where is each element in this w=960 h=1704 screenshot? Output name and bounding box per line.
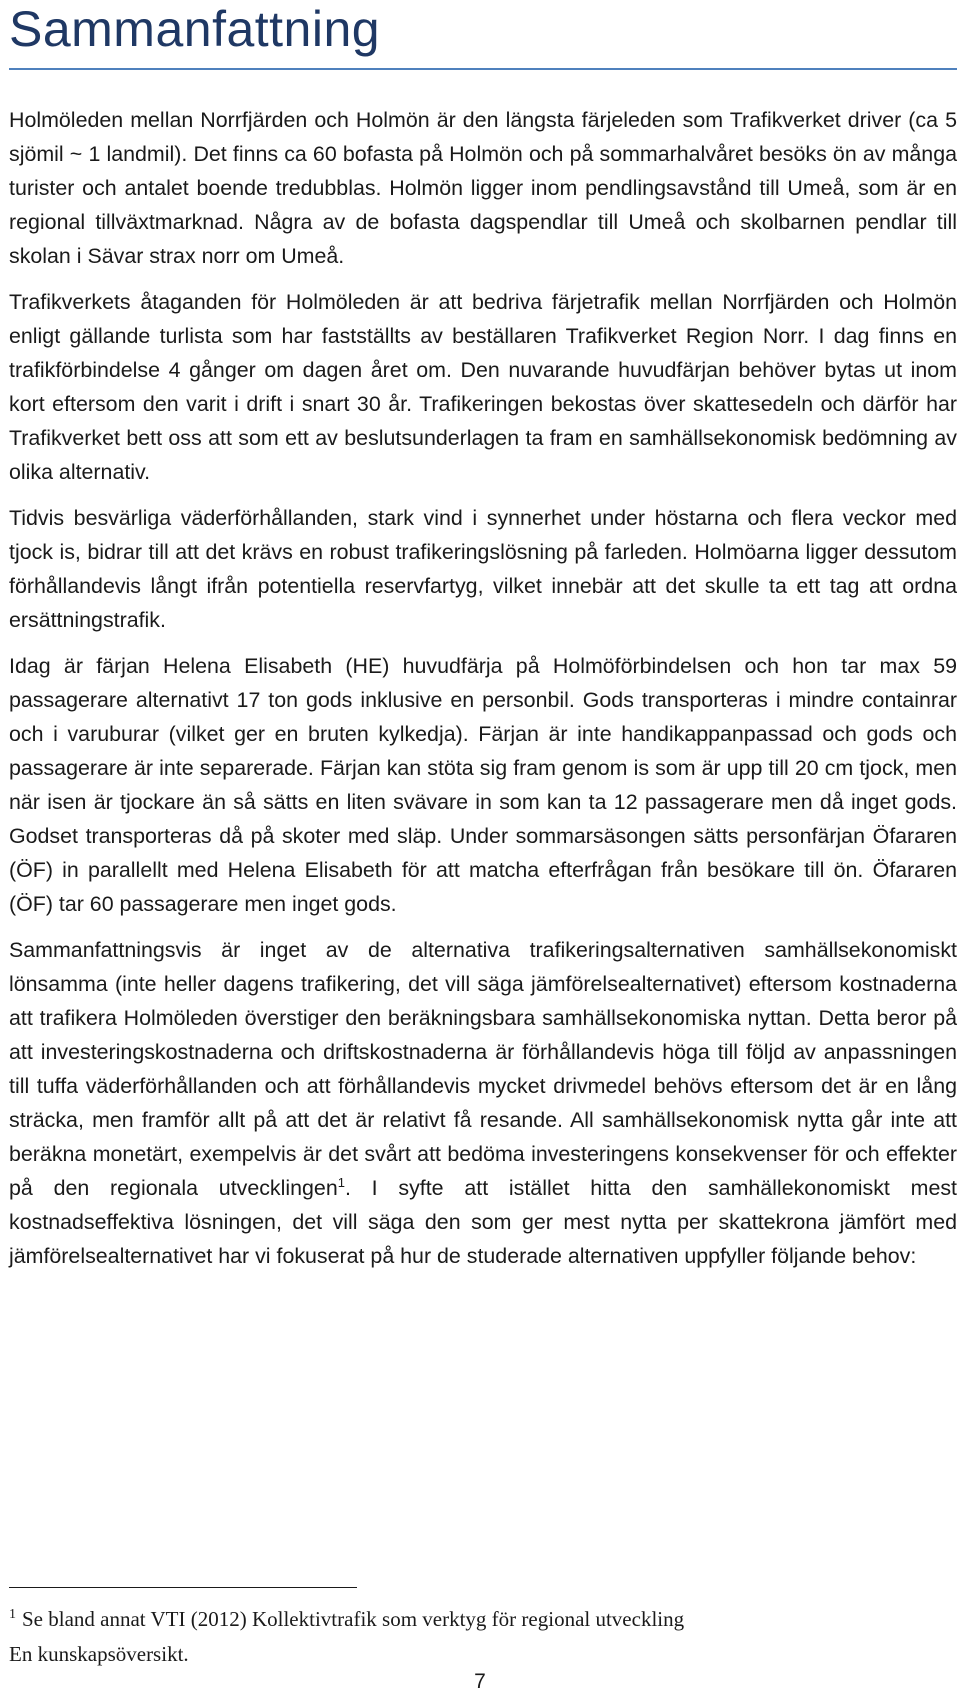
- footnote-reference[interactable]: 1: [337, 1174, 345, 1190]
- footnote-number: 1: [9, 1607, 16, 1622]
- footnote-line-2: En kunskapsöversikt.: [9, 1642, 189, 1666]
- paragraph-4: Idag är färjan Helena Elisabeth (HE) huvudfärja på Holmöförbindelsen och hon tar max 59 passagerare alternativt 17 ton gods inklusive en personbil. Gods transporteras i mindre containrar och i varuburar (vilket ger en bruten kylkedja). Färjan är inte handikappanpassad och gods och passagerare är inte separerade. Färjan kan stöta sig fram genom is som är upp till 20 cm tjock, men när isen är tjockare än så sätts en liten svävare in som kan ta 12 passagerare men då inget gods. Godset transporteras då på skoter med släp. Under sommarsäsongen sätts personfärjan Öfararen (ÖF) in parallellt med Helena Elisabeth för att matcha efterfrågan från besökare till ön. Öfararen (ÖF) tar 60 passagerare men inget gods.: [9, 654, 957, 916]
- footnote: [9, 1602, 939, 1672]
- paragraph-5-text-after-ref: . I syfte att istället hitta den samhällekonomiskt mest kostnadseffektiva lösningen, det vill säga den som ger mest nytta per skattekrona jämfört med jämförelsealternativet har vi fokuserat på hur de studerade alternativen uppfyller följande behov:: [9, 1176, 958, 1268]
- paragraph-2: Trafikverkets åtaganden för Holmöleden är att bedriva färjetrafik mellan Norrfjärden och Holmön enligt gällande turlista som har fastställts av beställaren Trafikverket Region Norr. I dag finns en trafikförbindelse 4 gånger om dagen året om. Den nuvarande huvudfärjan behöver bytas ut inom kort eftersom den varit i drift i snart 30 år. Trafikeringen bekostas över skattesedeln och därför har Trafikverket bett oss att som ett av beslutsunderlagen ta fram en samhällsekonomisk bedömning av olika alternativ.: [9, 290, 957, 484]
- paragraph-1: Holmöleden mellan Norrfjärden och Holmön är den längsta färjeleden som Trafikverket driver (ca 5 sjömil ~ 1 landmil). Det finns ca 60 bofasta på Holmön och på sommarhalvåret besöks ön av många turister och antalet boende tredubblas. Holmön ligger inom pendlingsavstånd till Umeå, som är en regional tillväxtmarknad. Några av de bofasta dagspendlar till Umeå och skolbarnen pendlar till skolan i Sävar strax norr om Umeå.: [9, 108, 957, 268]
- paragraph-5-text-before-ref: Sammanfattningsvis är inget av de alternativa trafikeringsalternativen samhällsekonomiskt lönsamma (inte heller dagens trafikering, det vill säga jämförelsealternativet) eftersom kostnaderna att trafikera Holmöleden överstiger den beräkningsbara samhällsekonomiska nyttan. Detta beror på att investeringskostnaderna och driftskostnaderna är förhållandevis höga till följd av anpassningen till tuffa väderförhållanden och att förhållandevis mycket drivmedel behövs eftersom det är en lång sträcka, men framför allt på att det är relativt få resande. All samhällsekonomisk nytta går inte att beräkna monetärt, exempelvis är det svårt att bedöma investeringens konsekvenser för och effekter på den regionala utvecklingen: [9, 938, 957, 1200]
- footnote-text-1: Se bland annat VTI (2012) Kollektivtrafik som verktyg för regional utveckling: [22, 1607, 685, 1631]
- paragraph-5: [9, 933, 957, 1273]
- title-underline: [9, 68, 957, 70]
- page-number: 7: [474, 1670, 486, 1693]
- page-title: Sammanfattning: [9, 1, 381, 57]
- footnote-line-1: [9, 1602, 939, 1637]
- paragraph-3: Tidvis besvärliga väderförhållanden, stark vind i synnerhet under höstarna och flera veckor med tjock is, bidrar till att det krävs en robust trafikeringslösning på farleden. Holmöarna ligger dessutom förhållandevis långt ifrån potentiella reservfartyg, vilket innebär att det skulle ta ett tag att ordna ersättningstrafik.: [9, 506, 957, 632]
- document-page: [9, 0, 957, 1285]
- body-text: [9, 103, 957, 1273]
- footnote-separator: [9, 1587, 357, 1588]
